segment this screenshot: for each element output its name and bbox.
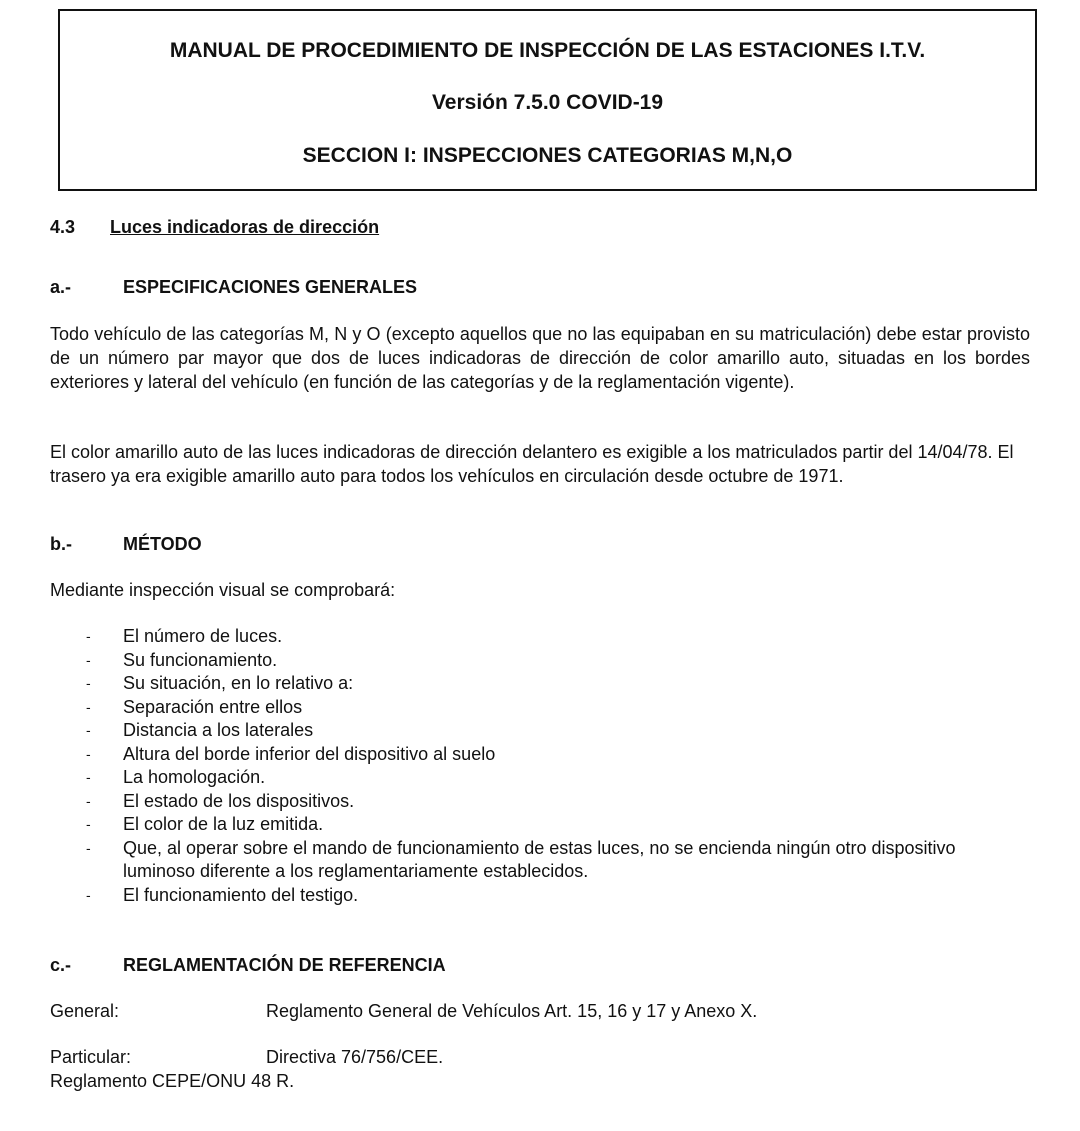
list-item: - Su funcionamiento. [50, 649, 1030, 673]
spec-letter: a.- [50, 277, 72, 297]
particular-label: Particular: [50, 1047, 132, 1067]
general-label: General: [50, 1001, 120, 1021]
method-title: MÉTODO [123, 534, 202, 554]
list-item: - Separación entre ellos [50, 696, 1030, 720]
method-intro: Mediante inspección visual se comprobará: [50, 580, 396, 600]
list-item: - Que, al operar sobre el mando de funcionamiento de estas luces, no se encienda ningún otro dispositivo luminoso diferente a los reglamentariamente establecidos. [86, 837, 956, 881]
dash-bullet: - [86, 769, 91, 785]
section-number: 4.3 [50, 217, 76, 237]
dash-bullet: - [86, 839, 91, 856]
dash-bullet: - [86, 792, 91, 809]
dash-bullet: - [86, 886, 91, 903]
spec-paragraph-1: Todo vehículo de las categorías M, N y O (excepto aquellos que no las equipaban en su matriculación) debe estar provisto de un número par mayor que dos de luces indicadoras de dirección de color amarillo auto, situadas en los bordes exteriores y lateral del vehículo (en función de las categorías y de la reglamentación vigente). [50, 324, 1030, 392]
method-letter: b.- [50, 534, 72, 554]
extra-regulation: Reglamento CEPE/ONU 48 R. [50, 1071, 295, 1091]
list-item: - La homologación. [50, 766, 1030, 790]
reference-letter: c.- [50, 955, 72, 975]
particular-value: Directiva 76/756/CEE. [266, 1047, 444, 1067]
general-value: Reglamento General de Vehículos Art. 15, 16 y 17 y Anexo X. [266, 1001, 758, 1021]
list-item: - El número de luces. [50, 625, 1030, 649]
list-item: - El estado de los dispositivos. [50, 790, 1030, 814]
document-header [58, 9, 1037, 191]
dash-bullet: - [86, 698, 91, 715]
method-checklist [50, 625, 1030, 907]
dash-bullet: - [86, 628, 91, 644]
section-title: Luces indicadoras de dirección [110, 217, 380, 237]
reference-title: REGLAMENTACIÓN DE REFERENCIA [123, 955, 446, 975]
list-item: - Su situación, en lo relativo a: [50, 672, 1030, 696]
dash-bullet: - [86, 745, 91, 762]
section-heading: SECCION I: INSPECCIONES CATEGORIAS M,N,O [302, 144, 793, 167]
dash-bullet: - [86, 675, 91, 691]
list-item: - El color de la luz emitida. [50, 813, 1030, 837]
dash-bullet: - [86, 651, 91, 668]
dash-bullet: - [86, 816, 91, 832]
dash-bullet: - [86, 722, 91, 738]
list-item: - El funcionamiento del testigo. [50, 884, 1030, 908]
list-item: - Altura del borde inferior del dispositivo al suelo [50, 743, 1030, 767]
manual-title: MANUAL DE PROCEDIMIENTO DE INSPECCIÓN DE LAS ESTACIONES I.T.V. [169, 39, 926, 62]
spec-title: ESPECIFICACIONES GENERALES [123, 277, 418, 297]
list-item: - Distancia a los laterales [50, 719, 1030, 743]
version-label: Versión 7.5.0 COVID-19 [431, 91, 664, 114]
spec-paragraph-2: El color amarillo auto de las luces indicadoras de dirección delantero es exigible a los matriculados partir del 14/04/78. El trasero ya era exigible amarillo auto para todos los vehículos en circulación desde octubre de 1971. [50, 442, 1014, 486]
